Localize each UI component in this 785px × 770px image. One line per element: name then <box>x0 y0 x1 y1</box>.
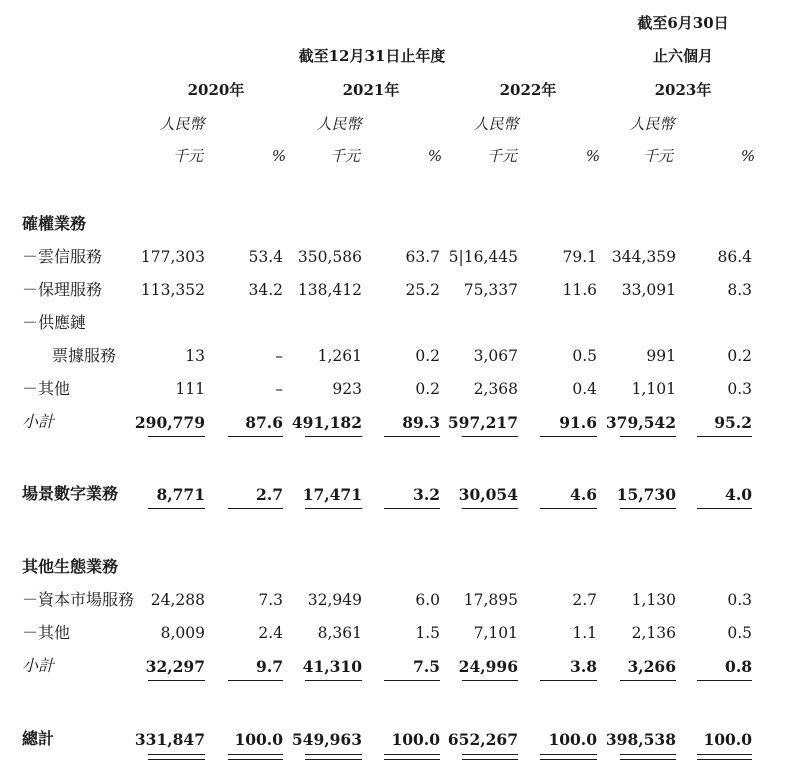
total-double-underline-bottom <box>384 759 440 760</box>
table-row-cell: 7,101 <box>473 624 518 642</box>
subtotal-row-cell: 41,310 <box>302 657 362 676</box>
subtotal-underline <box>384 680 440 681</box>
subtotal-underline <box>305 680 362 681</box>
subtotal-row-cell: 24,996 <box>458 657 518 676</box>
section-underline <box>228 508 283 509</box>
subtotal-underline <box>697 436 752 437</box>
subtotal-underline <box>228 680 283 681</box>
subtotal-row-cell: 290,779 <box>134 413 205 432</box>
table-row-cell: 6.0 <box>415 591 440 609</box>
grand-total-row-cell: 652,267 <box>447 730 518 749</box>
table-row-cell: 2.7 <box>572 591 597 609</box>
currency-label: 人民幣 <box>316 115 362 133</box>
table-row-cell: 0.2 <box>727 347 752 365</box>
table-row-cell: 11.6 <box>562 281 597 299</box>
table-row-cell: 0.3 <box>727 380 752 398</box>
table-row-cell: 1,101 <box>631 380 676 398</box>
section-total-row-cell: 8,771 <box>156 485 205 504</box>
total-double-underline-bottom <box>305 759 362 760</box>
table-row-cell: 0.3 <box>727 591 752 609</box>
grand-total-row-cell: 100.0 <box>548 730 597 749</box>
unit-thousand-label: 千元 <box>329 147 361 165</box>
row-label: －保理服務 <box>22 280 103 299</box>
table-row-cell: 75,337 <box>463 281 518 299</box>
table-row-cell: 1.1 <box>572 624 597 642</box>
total-double-underline-bottom <box>540 759 597 760</box>
grand-total-row-cell: 549,963 <box>291 730 362 749</box>
table-row-cell: 24,288 <box>150 591 205 609</box>
row-label: －資本市場服務 <box>22 590 135 609</box>
subtotal-row-cell: 95.2 <box>714 413 752 432</box>
section-total-row-cell: 4.6 <box>570 485 597 504</box>
subtotal-underline <box>384 436 440 437</box>
table-row-cell: 0.5 <box>727 624 752 642</box>
currency-label: 人民幣 <box>473 115 519 133</box>
table-row-cell: 7.3 <box>258 591 283 609</box>
subtotal-row-cell: 91.6 <box>559 413 597 432</box>
table-row-cell: 1,261 <box>317 347 362 365</box>
table-row-cell: 2,136 <box>631 624 676 642</box>
total-double-underline-top <box>697 754 752 755</box>
section-underline <box>462 508 518 509</box>
subtotal-underline <box>148 436 205 437</box>
row-label: －雲信服務 <box>22 247 103 266</box>
table-row-cell: 79.1 <box>562 248 597 266</box>
grand-total-row-cell: 100.0 <box>703 730 752 749</box>
subtotal-row-cell: 32,297 <box>145 657 205 676</box>
section-underline <box>697 508 752 509</box>
currency-label: 人民幣 <box>159 115 205 133</box>
table-row-cell: 2,368 <box>473 380 518 398</box>
table-row-cell: 32,949 <box>307 591 362 609</box>
unit-thousand-label: 千元 <box>642 147 674 165</box>
table-row-cell: 111 <box>175 380 205 398</box>
section-total-row-cell: 2.7 <box>256 485 283 504</box>
total-double-underline-bottom <box>462 759 518 760</box>
subtotal-row-cell: 597,217 <box>447 413 518 432</box>
subtotal-underline <box>620 436 676 437</box>
grand-total-row-cell: 331,847 <box>134 730 205 749</box>
table-row-cell: 177,303 <box>140 248 205 266</box>
total-label: 總計 <box>22 729 55 748</box>
subtotal-underline <box>697 680 752 681</box>
total-double-underline-top <box>620 754 676 755</box>
total-double-underline-bottom <box>148 759 205 760</box>
subtotal-row-cell: 9.7 <box>256 657 283 676</box>
subtotal-label: 小計 <box>22 412 55 431</box>
total-double-underline-top <box>462 754 518 755</box>
table-row-cell: 34.2 <box>248 281 283 299</box>
table-row-cell: 86.4 <box>717 248 752 266</box>
row-label: －其他 <box>22 379 71 398</box>
unit-percent-label: % <box>271 147 287 165</box>
total-double-underline-top <box>540 754 597 755</box>
section-underline <box>384 508 440 509</box>
subtotal-underline <box>305 436 362 437</box>
period-six-months-line1: 截至6月30日 <box>637 14 729 32</box>
table-row-cell: – <box>275 347 283 365</box>
subtotal-underline <box>228 436 283 437</box>
section-underline <box>620 508 676 509</box>
grand-total-row-cell: 398,538 <box>605 730 676 749</box>
row-label: 票據服務 <box>52 346 117 365</box>
total-double-underline-top <box>148 754 205 755</box>
table-row-cell: 2.4 <box>258 624 283 642</box>
year-heading: 2020年 <box>187 81 245 99</box>
subtotal-row-cell: 3.8 <box>570 657 597 676</box>
total-double-underline-bottom <box>697 759 752 760</box>
unit-thousand-label: 千元 <box>486 147 518 165</box>
section-total-row-cell: 4.0 <box>725 485 752 504</box>
section-title: 確權業務 <box>22 214 87 233</box>
total-double-underline-top <box>305 754 362 755</box>
row-label: －其他 <box>22 623 71 642</box>
subtotal-underline <box>462 436 518 437</box>
year-heading: 2021年 <box>342 81 400 99</box>
table-row-cell: 1.5 <box>415 624 440 642</box>
section-total-row-cell: 17,471 <box>302 485 362 504</box>
section-total-row-cell: 15,730 <box>616 485 676 504</box>
table-row-cell: 344,359 <box>611 248 676 266</box>
table-row-cell: 8,361 <box>317 624 362 642</box>
table-row-cell: 138,412 <box>297 281 362 299</box>
table-row-cell: 63.7 <box>405 248 440 266</box>
table-row-cell: 8,009 <box>160 624 205 642</box>
total-double-underline-bottom <box>228 759 283 760</box>
total-double-underline-bottom <box>620 759 676 760</box>
section-title: 其他生態業務 <box>22 557 119 576</box>
total-double-underline-top <box>228 754 283 755</box>
subtotal-row-cell: 491,182 <box>291 413 362 432</box>
unit-percent-label: % <box>585 147 601 165</box>
table-row-cell: 25.2 <box>405 281 440 299</box>
subtotal-row-cell: 379,542 <box>605 413 676 432</box>
table-row-cell: 991 <box>646 347 676 365</box>
table-row-cell: 350,586 <box>297 248 362 266</box>
section-total-row-cell: 30,054 <box>458 485 518 504</box>
table-row-cell: 923 <box>332 380 362 398</box>
total-double-underline-top <box>384 754 440 755</box>
subtotal-underline <box>148 680 205 681</box>
table-row-cell: 3,067 <box>473 347 518 365</box>
unit-percent-label: % <box>740 147 756 165</box>
section-title: 場景數字業務 <box>22 484 119 503</box>
table-row-cell: 17,895 <box>463 591 518 609</box>
subtotal-underline <box>620 680 676 681</box>
subtotal-underline <box>540 680 597 681</box>
section-underline <box>148 508 205 509</box>
subtotal-label: 小計 <box>22 656 55 675</box>
table-row-cell: 0.4 <box>572 380 597 398</box>
currency-label: 人民幣 <box>629 115 675 133</box>
year-heading: 2022年 <box>499 81 557 99</box>
table-row-cell: 53.4 <box>248 248 283 266</box>
subtotal-row-cell: 3,266 <box>627 657 676 676</box>
table-row-cell: 33,091 <box>621 281 676 299</box>
subtotal-row-cell: 0.8 <box>725 657 752 676</box>
table-row-cell: 113,352 <box>140 281 205 299</box>
unit-thousand-label: 千元 <box>172 147 204 165</box>
subtotal-underline <box>462 680 518 681</box>
subtotal-row-cell: 87.6 <box>245 413 283 432</box>
table-row-cell: 13 <box>185 347 205 365</box>
table-row-cell: 8.3 <box>727 281 752 299</box>
period-year-heading: 截至12月31日止年度 <box>298 47 446 65</box>
table-row-cell: 0.2 <box>415 380 440 398</box>
table-row-cell: 0.2 <box>415 347 440 365</box>
section-underline <box>305 508 362 509</box>
subtotal-row-cell: 7.5 <box>413 657 440 676</box>
subtotal-row-cell: 89.3 <box>402 413 440 432</box>
section-total-row-cell: 3.2 <box>413 485 440 504</box>
subtotal-underline <box>540 436 597 437</box>
grand-total-row-cell: 100.0 <box>234 730 283 749</box>
table-row-cell: 0.5 <box>572 347 597 365</box>
table-row-cell: – <box>275 380 283 398</box>
section-underline <box>540 508 597 509</box>
table-row-cell: 5|16,445 <box>448 248 518 266</box>
unit-percent-label: % <box>427 147 443 165</box>
row-label: －供應鏈 <box>22 313 87 332</box>
table-row-cell: 1,130 <box>631 591 676 609</box>
year-heading: 2023年 <box>654 81 712 99</box>
period-six-months-line2: 止六個月 <box>652 47 714 65</box>
grand-total-row-cell: 100.0 <box>391 730 440 749</box>
